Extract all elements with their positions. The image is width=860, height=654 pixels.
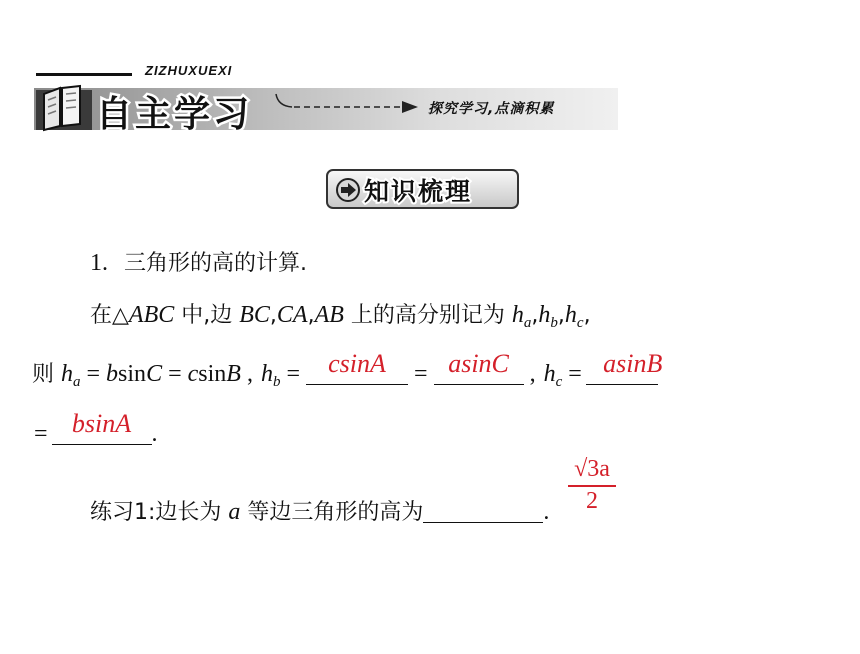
text-segment: 则 [32,362,61,387]
formula-line [32,349,663,390]
answer-blank [423,496,543,523]
answer-hc-1: asinB [603,349,663,378]
book-icon [34,80,94,132]
item-text: 三角形的高的计算. [124,251,307,276]
equals: = [408,361,434,387]
subscript: a [523,315,532,331]
h-symbol: h [260,361,273,387]
definition-line [90,300,591,331]
period: . [543,499,550,525]
formula-continuation [34,409,158,449]
practice-line [90,496,549,528]
dashed-arrow-icon [272,92,422,118]
period: . [151,421,158,447]
h-symbol: h [538,302,551,328]
answer-blank [52,409,152,445]
text-segment: 等边三角形的高为 [240,500,424,525]
side-var: a [228,499,241,525]
text-segment: 在△ [90,303,129,328]
subscript: b [272,374,281,390]
item-1-heading [90,248,307,279]
fraction-bar [568,485,616,487]
header-pinyin: ZIZHUXUEXI [145,63,233,78]
arrow-circle-icon [335,177,361,203]
formula-var: b [106,361,119,387]
answer-hb-2: asinC [448,349,509,378]
equals: = [34,421,48,447]
subscript: c [576,315,584,331]
formula-var: C [146,361,163,387]
separator: , [240,361,253,387]
h-symbol: h [543,361,556,387]
formula-var: B [226,361,241,387]
answer-hb-1: csinA [328,349,386,378]
item-number: 1. [90,250,108,276]
h-symbol: h [564,302,577,328]
answer-hc-2: bsinA [71,409,132,438]
subscript: a [73,374,81,390]
separator: , [557,303,565,328]
formula-fn: sin [198,361,227,387]
header-title: 自主学习 [96,94,253,135]
answer-fraction [568,456,616,515]
h-symbol: h [61,361,73,387]
answer-blank [306,349,408,385]
equals: = [562,361,582,387]
equals: = [80,361,107,387]
side-ca: CA [276,302,308,328]
separator: , [531,303,539,328]
fraction-denominator: 2 [586,488,598,514]
answer-blank [434,349,524,385]
equals: = [280,361,307,387]
formula-var: c [187,361,199,387]
side-bc: BC [239,302,270,328]
separator: , [523,361,536,387]
formula-fn: sin [118,361,147,387]
subscript: b [550,315,558,331]
text-segment: 上的高分别记为 [343,303,512,328]
equals: = [162,361,188,387]
answer-blank [586,349,663,385]
separator: , [269,303,277,328]
text-segment: 中,边 [174,303,240,328]
section-title: 知识梳理 [364,177,473,206]
side-ab: AB [314,302,344,328]
separator: , [583,303,591,328]
h-symbol: h [511,302,524,328]
subscript: c [555,374,563,390]
triangle-name: ABC [128,302,175,328]
fraction-numerator: √3a [574,456,610,482]
separator: , [307,303,315,328]
text-segment: 边长为 [155,500,229,525]
practice-label: 练习1: [90,500,156,525]
header-top-rule [36,73,132,76]
header-subtitle: 探究学习,点滴积累 [428,101,555,117]
